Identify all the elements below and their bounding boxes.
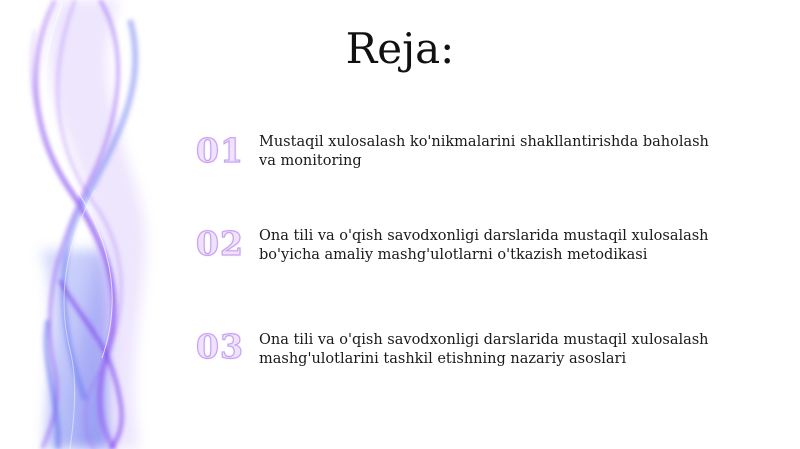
slide-title: Reja:	[345, 24, 455, 73]
item-text: Ona tili va o'qish savodxonligi darslarida mustaqil xulosalash bo'yicha amaliy mashg'ulotlarni o'tkazish metodikasi	[259, 228, 709, 263]
item-text: Ona tili va o'qish savodxonligi darslarida mustaqil xulosalash mashg'ulotlarini tashkil etishning nazariy asoslari	[259, 332, 709, 367]
item-number: 01	[196, 131, 244, 170]
purple-smoke-decoration	[0, 0, 200, 449]
item-text: Mustaqil xulosalash ko'nikmalarini shakllantirishda baholash va monitoring	[259, 134, 709, 169]
list-item	[196, 133, 736, 193]
item-number: 03	[196, 327, 244, 366]
list-item	[196, 224, 736, 287]
list-item	[196, 327, 736, 391]
item-number: 02	[196, 224, 244, 263]
